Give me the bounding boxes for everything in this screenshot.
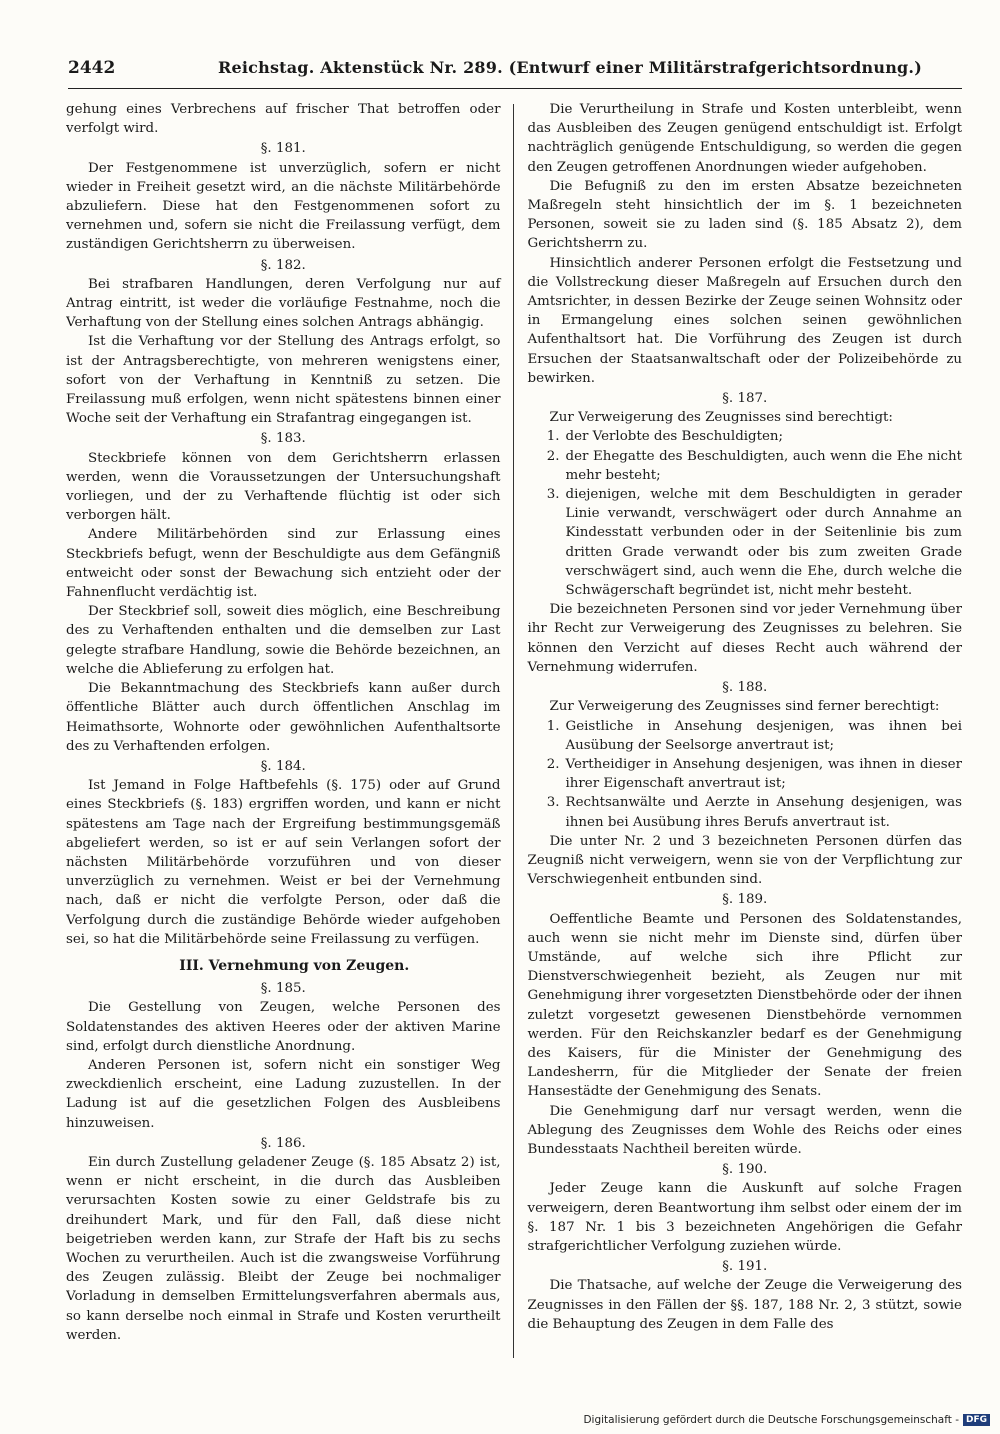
paragraph: gehung eines Verbrechens auf frischer That betroffen oder verfolgt wird. xyxy=(66,102,501,137)
part-heading: III. Vernehmung von Zeugen. xyxy=(179,957,410,974)
paragraph: Die Bekanntmachung des Steckbriefs kann außer durch öffentliche Blätter auch durch öffentlichen Anschlag im Heimathsorte, Wohnorte oder gewöhnlichen Aufenthaltsorte des zu Verhaftenden erfolgen. xyxy=(66,681,501,754)
section-heading-190: §. 190. xyxy=(722,1162,768,1178)
paragraph: Die Thatsache, auf welche der Zeuge die Verweigerung des Zeugnisses in den Fällen der §§. 187, 188 Nr. 2, 3 stützt, sowie die Behauptung des Zeugen in dem Falle des xyxy=(527,1278,962,1332)
list-item: 2. Vertheidiger in Ansehung desjenigen, was ihnen in dieser ihrer Eigenschaft anvertraut ist; xyxy=(546,756,962,792)
list-item: 1. Geistliche in Ansehung desjenigen, was ihnen bei Ausübung der Seelsorge anvertraut ist; xyxy=(546,718,962,753)
text-columns xyxy=(66,100,962,1358)
paragraph: Bei strafbaren Handlungen, deren Verfolgung nur auf Antrag eintritt, ist weder die vorläufige Festnahme, noch die Verhaftung von der Stellung eines solchen Antrags abhängig. xyxy=(66,276,501,331)
paragraph: Anderen Personen ist, sofern nicht ein sonstiger Weg zweckdienlich erscheint, eine Ladung zuzustellen. In der Ladung ist auf die gesetzlichen Folgen des Ausbleibens hinzuweisen. xyxy=(66,1057,501,1131)
dfg-logo: DFG xyxy=(963,1414,990,1426)
paragraph: Oeffentliche Beamte und Personen des Soldatenstandes, auch wenn sie nicht mehr im Dienste sind, dürfen über Umstände, auf welche sich ihre Pflicht zur Dienstverschwiegenheit bezieht, als Zeugen nur mit Genehmigung ihrer vorgesetzten Dienstbehörde oder der ihnen zuletzt vorgesetzt gewesenen Dienstbehörde vernommen werden. Für den Reichskanzler bedarf es der Genehmigung des Kaisers, für die Minister der Genehmigung des Landesherrn, für die Mitglieder der Senate der freien Hansestädte der Genehmigung des Senats. xyxy=(527,911,962,1100)
paragraph: Die Verurtheilung in Strafe und Kosten unterbleibt, wenn das Ausbleiben des Zeugen genügend entschuldigt ist. Erfolgt nachträglich genügende Entschuldigung, so werden die gegen den Zeugen getroffenen Anordnungen wieder aufgehoben. xyxy=(527,102,962,175)
section-heading-185: §. 185. xyxy=(260,981,306,997)
section-heading-182: §. 182. xyxy=(260,257,306,273)
list-187 xyxy=(528,427,963,600)
section-heading-186: §. 186. xyxy=(260,1135,306,1151)
page-number: 2442 xyxy=(68,58,116,78)
paragraph: Zur Verweigerung des Zeugnisses sind ferner berechtigt: xyxy=(549,699,940,715)
paragraph: Die Genehmigung darf nur versagt werden, wenn die Ablegung des Zeugnisses dem Wohle des Reichs oder eines Bundesstaats Nachtheil bereiten würde. xyxy=(527,1103,962,1157)
paragraph: Ist die Verhaftung vor der Stellung des Antrags erfolgt, so ist der Antragsberechtigte, von mehreren wenigstens einer, sofort von der Verhaftung in Kenntniß zu setzen. Die Freilassung muß erfolgen, wenn nicht spätestens binnen einer Woche seit der Verhaftung ein Strafantrag eingegangen ist. xyxy=(66,334,501,427)
paragraph: Ist Jemand in Folge Haftbefehls (§. 175) oder auf Grund eines Steckbriefs (§. 183) ergriffen worden, und kann er nicht spätestens am Tage nach der Ergreifung bestimmungsgemäß abgeliefert werden, so ist er auf sein Verlangen sofort der nächsten Militärbehörde vorzuführen und von dieser unverzüglich zu vernehmen. Weist er bei der Vernehmung nach, daß er nicht die verfolgte Person, oder daß die Verfolgung durch die zuständige Behörde wieder aufgehoben sei, so hat die Militärbehörde seine Freilassung zu verfügen. xyxy=(66,778,501,947)
list-item: 1. der Verlobte des Beschuldigten; xyxy=(546,429,784,445)
list-item: 3. diejenigen, welche mit dem Beschuldigten in gerader Linie verwandt, verschwägert oder durch Annahme an Kindesstatt verbunden oder in der Seitenlinie bis zum dritten Grade verwandt oder bis zum zweiten Grade verschwägert sind, auch wenn die Ehe, durch welche die Schwägerschaft begründet ist, nicht mehr besteht. xyxy=(546,487,962,599)
paragraph: Die unter Nr. 2 und 3 bezeichneten Personen dürfen das Zeugniß nicht verweigern, wenn sie von der Verpflichtung zur Verschwiegenheit entbunden sind. xyxy=(527,833,962,888)
list-188 xyxy=(528,717,963,832)
section-heading-188: §. 188. xyxy=(722,680,768,696)
digitization-footer xyxy=(583,1414,990,1426)
paragraph: Andere Militärbehörden sind zur Erlassung eines Steckbriefs befugt, wenn der Beschuldigte aus dem Gefängniß entweicht oder sonst der Bewachung sich entzieht oder der Fahnenflucht verdächtig ist. xyxy=(66,527,501,601)
section-heading-189: §. 189. xyxy=(722,892,768,908)
paragraph: Zur Verweigerung des Zeugnisses sind berechtigt: xyxy=(549,410,893,426)
section-heading-187: §. 187. xyxy=(722,391,768,407)
paragraph: Jeder Zeuge kann die Auskunft auf solche Fragen verweigern, deren Beantwortung ihm selbst oder einem der im §. 187 Nr. 1 bis 3 bezeichneten Angehörigen die Gefahr strafgerichtlicher Verfolgung zuziehen würde. xyxy=(527,1181,962,1254)
section-heading-191: §. 191. xyxy=(722,1259,768,1275)
paragraph: Die Gestellung von Zeugen, welche Personen des Soldatenstandes des aktiven Heeres oder der aktiven Marine sind, erfolgt durch dienstliche Anordnung. xyxy=(66,1000,501,1054)
right-column xyxy=(514,100,963,1358)
list-item: 3. Rechtsanwälte und Aerzte in Ansehung desjenigen, was ihnen bei Ausübung ihres Berufs anvertraut ist. xyxy=(546,795,962,830)
list-item: 2. der Ehegatte des Beschuldigten, auch wenn die Ehe nicht mehr besteht; xyxy=(546,448,962,483)
running-title: Reichstag. Aktenstück Nr. 289. (Entwurf einer Militärstrafgerichtsordnung.) xyxy=(218,58,922,77)
page-header xyxy=(68,58,962,89)
paragraph: Steckbriefe können von dem Gerichtsherrn erlassen werden, wenn die Voraussetzungen der Untersuchungshaft vorliegen, und der zu Verhaftende flüchtig ist oder sich verborgen hält. xyxy=(66,450,501,524)
footer-credit: Digitalisierung gefördert durch die Deutsche Forschungsgemeinschaft - xyxy=(583,1414,959,1426)
section-heading-183: §. 183. xyxy=(260,431,306,447)
left-column xyxy=(66,100,513,1358)
section-heading-181: §. 181. xyxy=(260,141,306,157)
paragraph: Die bezeichneten Personen sind vor jeder Vernehmung über ihr Recht zur Verweigerung des Zeugnisses zu belehren. Sie können den Verzicht auf dieses Recht auch während der Vernehmung widerrufen. xyxy=(527,602,962,675)
section-heading-184: §. 184. xyxy=(260,758,306,774)
paragraph: Hinsichtlich anderer Personen erfolgt die Festsetzung und die Vollstreckung dieser Maßregeln auf Ersuchen durch den Amtsrichter, in dessen Bezirke der Zeuge seinen Wohnsitz oder in Ermangelung eines solchen seinen gewöhnlichen Aufenthaltsort hat. Die Vorführung des Zeugen ist durch Ersuchen der Staatsanwaltschaft oder der Polizeibehörde zu bewirken. xyxy=(527,255,962,386)
paragraph: Ein durch Zustellung geladener Zeuge (§. 185 Absatz 2) ist, wenn er nicht erscheint, in die durch das Ausbleiben verursachten Kosten sowie zu einer Geldstrafe bis zu dreihundert Mark, und für den Fall, daß diese nicht beigetrieben werden kann, zur Strafe der Haft bis zu sechs Wochen zu verurtheilen. Auch ist die zwangsweise Vorführung des Zeugen zulässig. Bleibt der Zeuge bei nochmaliger Vorladung in demselben Ermittelungsverfahren abermals aus, so kann derselbe noch einmal in Strafe und Kosten verurtheilt werden. xyxy=(66,1154,501,1343)
paragraph: Die Befugniß zu den im ersten Absatze bezeichneten Maßregeln steht hinsichtlich der im §. 1 bezeichneten Personen, soweit sie zu laden sind (§. 185 Absatz 2), dem Gerichtsherrn zu. xyxy=(527,178,962,252)
paragraph: Der Festgenommene ist unverzüglich, sofern er nicht wieder in Freiheit gesetzt wird, an die nächste Militärbehörde abzuliefern. Diese hat den Festgenommenen sofort zu vernehmen und, sofern sie nicht die Freilassung verfügt, dem zuständigen Gerichtsherrn zu überweisen. xyxy=(66,160,501,253)
paragraph: Der Steckbrief soll, soweit dies möglich, eine Beschreibung des zu Verhaftenden enthalten und die demselben zur Last gelegte strafbare Handlung, sowie die Behörde bezeichnen, an welche die Ablieferung zu erfolgen hat. xyxy=(66,604,501,677)
